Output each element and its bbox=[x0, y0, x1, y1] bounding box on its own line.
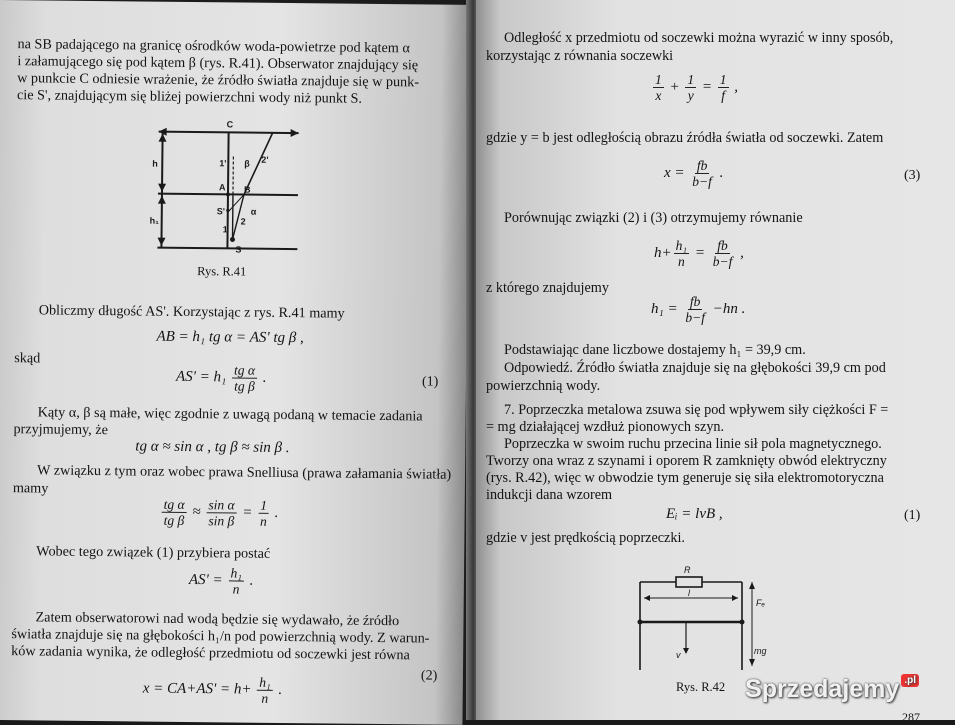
fig-label-ray1p: 1' bbox=[219, 158, 226, 168]
fraction bbox=[228, 565, 244, 596]
paragraph: Poprzeczka w swoim ruchu przecina linie sił pola magnetycznego. bbox=[504, 436, 882, 453]
text-line: przyjmujemy, że bbox=[13, 421, 108, 439]
equation-number: (3) bbox=[904, 168, 920, 184]
eq1-lhs: AS' = h₁ bbox=[176, 369, 226, 386]
fig-label-h1: h₁ bbox=[150, 216, 160, 226]
fig-label-h: h bbox=[152, 159, 158, 169]
fig-label-ray2p: 2' bbox=[261, 155, 268, 165]
right-page bbox=[476, 0, 955, 720]
numerator: h₁ bbox=[228, 565, 244, 581]
text-line: = mg działającej wzdłuż pionowych szyn. bbox=[486, 419, 724, 436]
numerator: 1 bbox=[258, 498, 269, 514]
fraction bbox=[206, 497, 237, 528]
equation-number: (2) bbox=[421, 668, 437, 684]
watermark-text: Sprzedajemy bbox=[745, 675, 899, 703]
text-line: z którego znajdujemy bbox=[486, 280, 609, 297]
denominator: f bbox=[719, 88, 727, 103]
equation-compare: h+ $\frac{\text{h₁}}{n}$ = $\frac{fb}{b-f}$ , bbox=[654, 238, 744, 269]
eq-lhs: x = CA+AS' = h+ bbox=[143, 680, 252, 697]
fig-label-fe: Fₑ bbox=[756, 598, 765, 608]
text-line: w punkcie C odniesie wrażenie, że źródło światła znajduje się w punk- bbox=[17, 70, 419, 91]
numerator: 1 bbox=[718, 72, 729, 88]
paragraph: Porównując związki (2) i (3) otrzymujemy równanie bbox=[504, 210, 803, 227]
denominator: b−f bbox=[711, 254, 735, 269]
denominator: n bbox=[259, 691, 270, 706]
fraction bbox=[690, 158, 714, 189]
paragraph: Obliczmy długość AS'. Korzystając z rys. R.41 mamy bbox=[39, 302, 345, 322]
paragraph: W związku z tym oraz wobec prawa Snelliusa (prawa załamania światła) bbox=[37, 462, 451, 483]
fig-label-alpha: α bbox=[251, 207, 257, 217]
numerator: tg α bbox=[232, 362, 257, 378]
fig-label-l: l bbox=[688, 588, 691, 598]
eq-lhs: AS' = bbox=[189, 572, 223, 588]
text-line: ków zadania wynika, że odległość przedmiotu od soczewki jest równa bbox=[11, 643, 410, 664]
eq-tail: −hn . bbox=[713, 301, 746, 317]
paragraph: gdzie y = b jest odległością obrazu źródła światła od soczewki. Zatem bbox=[486, 130, 883, 147]
eq1-fraction bbox=[232, 362, 257, 393]
fig-label-mg: mg bbox=[754, 646, 767, 656]
equation-as: AS' = $\frac{\text{h₁}}{n}$ . bbox=[189, 565, 254, 597]
paragraph: Odległość x przedmiotu od soczewki można wyrazić w inny sposób, bbox=[504, 30, 893, 47]
paragraph: Podstawiając dane liczbowe dostajemy h₁ = 39,9 cm. bbox=[504, 342, 806, 359]
numerator: fb bbox=[695, 158, 710, 174]
numerator: h₁ bbox=[674, 238, 689, 254]
text-line: mamy bbox=[13, 480, 49, 497]
equation: tg α ≈ sin α , tg β ≈ sin β . bbox=[135, 438, 289, 457]
text-line: światła znajduje się na głębokości h₁/n pod powierzchnią wody. Z warun- bbox=[11, 626, 429, 647]
left-page bbox=[0, 0, 470, 725]
fig-label-ray2: 2 bbox=[241, 217, 246, 227]
fig-label-v: v bbox=[676, 650, 681, 660]
paragraph: Wobec tego związek (1) przybiera postać bbox=[36, 543, 270, 562]
fraction bbox=[161, 497, 186, 528]
figure-r41 bbox=[147, 114, 309, 264]
equation-h1 bbox=[651, 294, 745, 325]
denominator: n bbox=[676, 254, 687, 269]
fig-label-s: S bbox=[235, 244, 241, 254]
equation-number: (1) bbox=[422, 374, 438, 390]
text-line: gdzie v jest prędkością poprzeczki. bbox=[486, 530, 685, 547]
denominator: n bbox=[258, 514, 269, 529]
paragraph: Zatem obserwatorowi nad wodą będzie się wydawało, że źródło bbox=[35, 609, 399, 630]
equation: AB = h₁ tg α = AS' tg β , bbox=[156, 329, 304, 348]
denominator: y bbox=[686, 88, 696, 103]
paragraph: Odpowiedź. Źródło światła znajduje się na głębokości 39,9 cm pod bbox=[504, 360, 886, 377]
fraction bbox=[711, 238, 735, 269]
fig-label-c: C bbox=[227, 119, 234, 129]
page-number: 287 bbox=[902, 710, 920, 720]
eq-term: h+ bbox=[654, 245, 672, 261]
denominator: n bbox=[231, 581, 242, 596]
numerator: h₁ bbox=[257, 675, 273, 691]
fraction bbox=[718, 72, 729, 103]
fraction bbox=[257, 675, 273, 706]
denominator: x bbox=[653, 88, 663, 103]
text-line: powierzchnią wody. bbox=[486, 378, 600, 395]
equation-number: (1) bbox=[904, 508, 920, 524]
figure-caption: Rys. R.42 bbox=[676, 680, 725, 695]
paragraph: 7. Poprzeczka metalowa zsuwa się pod wpływem siły ciężkości F = bbox=[504, 402, 888, 419]
numerator: fb bbox=[688, 294, 703, 310]
equation-emf: Eᵢ = lvB , bbox=[666, 506, 723, 523]
watermark-suffix: .pl bbox=[901, 674, 919, 687]
equation-snell: $\frac{\text{tg α}}{\text{tg β}}$ ≈ $\frac{\text{sin α}}{\text{sin β}}$ = $\frac{1}{n}$ . bbox=[159, 497, 278, 529]
equation-3: x = $\frac{fb}{b-f}$ . bbox=[664, 158, 723, 189]
denominator: b−f bbox=[690, 174, 714, 189]
fig-label-ray1: 1 bbox=[223, 224, 228, 234]
text-line: korzystając z równania soczewki bbox=[486, 48, 673, 65]
fraction bbox=[653, 72, 664, 103]
equation-2: x = CA+AS' = h+ $\frac{\text{h₁}}{n}$ . bbox=[143, 674, 283, 706]
eq-lhs: x = bbox=[664, 165, 685, 181]
fig-label-r: R bbox=[684, 565, 691, 575]
text-line: skąd bbox=[14, 350, 40, 367]
fraction bbox=[685, 72, 696, 103]
fraction bbox=[683, 294, 707, 325]
numerator: 1 bbox=[685, 72, 696, 88]
text-line: (rys. R.42), więc w obwodzie tym generuje się siła elektromotoryczna bbox=[486, 470, 884, 487]
numerator: sin α bbox=[206, 497, 236, 513]
text-line: na SB padającego na granicę ośrodków woda-powietrze pod kątem α bbox=[17, 36, 410, 57]
denominator: tg β bbox=[162, 513, 187, 528]
text-line: i załamującego się pod kątem β (rys. R.41). Obserwator znajdujący się bbox=[17, 53, 418, 74]
denominator: b−f bbox=[683, 310, 707, 325]
fraction bbox=[674, 238, 689, 269]
text-line: indukcji dana wzorem bbox=[486, 487, 612, 504]
numerator: tg α bbox=[162, 497, 187, 513]
watermark-logo bbox=[745, 675, 919, 704]
numerator: fb bbox=[715, 238, 730, 254]
text-line: Tworzy ona wraz z szynami i oporem R zamknięty obwód elektryczny bbox=[486, 453, 887, 470]
fig-label-a: A bbox=[219, 182, 226, 192]
fig-label-sprime: S' bbox=[217, 206, 225, 216]
numerator: 1 bbox=[653, 72, 664, 88]
equation-1: AS' = h₁ $\frac{\text{tg α}}{\text{tg β}}$ . bbox=[176, 362, 267, 394]
denominator: tg β bbox=[232, 378, 257, 393]
denominator: sin β bbox=[206, 513, 236, 528]
fig-label-beta: β bbox=[244, 159, 250, 169]
figure-caption: Rys. R.41 bbox=[197, 264, 246, 280]
eq-lhs: h₁ = bbox=[651, 301, 678, 317]
text-line: cie S', znajdującym się bliżej powierzchni wody niż punkt S. bbox=[17, 87, 362, 108]
fraction bbox=[258, 498, 269, 529]
fig-label-b: B bbox=[244, 185, 251, 195]
paragraph: Kąty α, β są małe, więc zgodnie z uwagą podaną w temacie zadania bbox=[38, 404, 423, 425]
equation-lens: $\frac{1}{x}$ + $\frac{1}{y}$ = $\frac{1}{f}$ , bbox=[651, 72, 738, 103]
figure-r42 bbox=[626, 562, 776, 674]
